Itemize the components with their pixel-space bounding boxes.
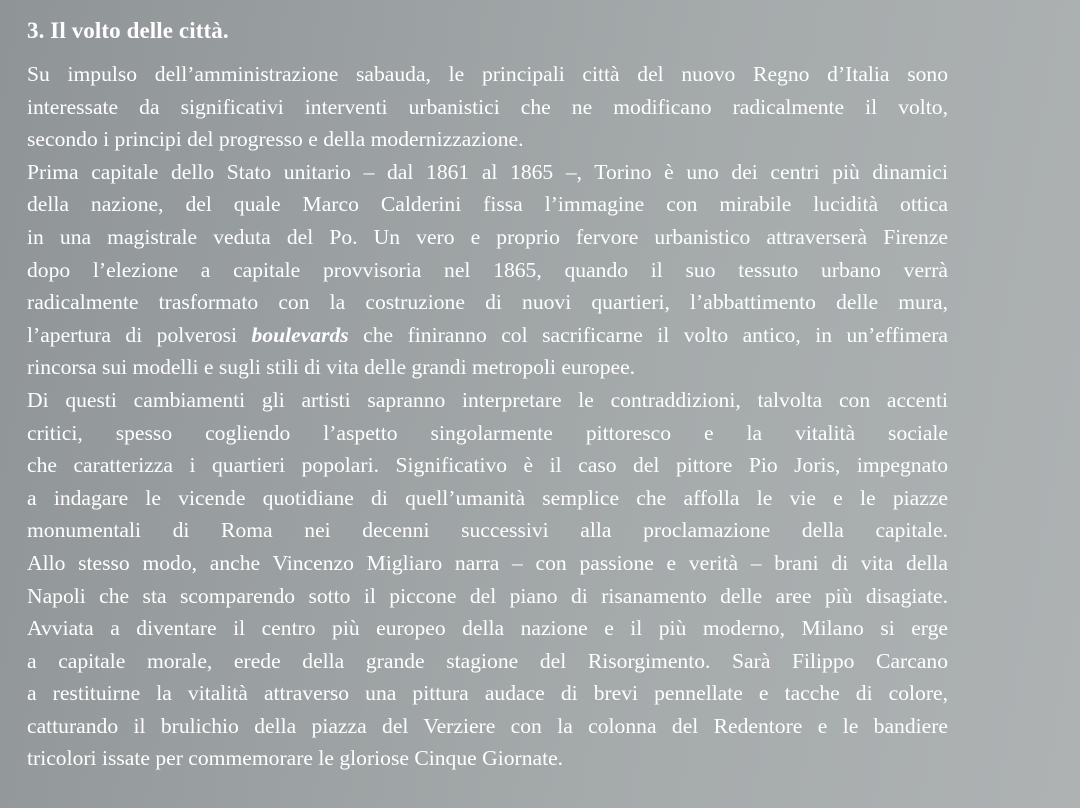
text-line: dopo l’elezione a capitale provvisoria nel 1865, quando il suo tessuto urbano verrà bbox=[27, 257, 948, 282]
text-line: Avviata a diventare il centro più europeo della nazione e il più moderno, Milano si erge bbox=[27, 616, 948, 641]
text-line: che caratterizza i quartieri popolari. Significativo è il caso del pittore Pio Joris, impegnato bbox=[27, 453, 948, 478]
text-line: tricolori issate per commemorare le gloriose Cinque Giornate. bbox=[27, 746, 564, 771]
paragraph-roma bbox=[27, 384, 948, 547]
text-fragment: l’apertura di polverosi bbox=[27, 322, 252, 347]
text-line: a restituirne la vitalità attraverso una pittura audace di brevi pennellate e tacche di colore, bbox=[27, 681, 948, 706]
text-line: Di questi cambiamenti gli artisti sapranno interpretare le contraddizioni, talvolta con accenti bbox=[27, 387, 948, 412]
text-line: della nazione, del quale Marco Calderini fissa l’immagine con mirabile lucidità ottica bbox=[27, 192, 948, 217]
emphasis-word: boulevards bbox=[251, 322, 349, 347]
text-line-with-emphasis bbox=[27, 319, 948, 352]
paragraph-intro bbox=[27, 58, 948, 156]
text-line: rincorsa sui modelli e sugli stili di vita delle grandi metropoli europee. bbox=[27, 355, 636, 380]
text-line: Prima capitale dello Stato unitario – dal 1861 al 1865 –, Torino è uno dei centri più dinamici bbox=[27, 159, 948, 184]
text-fragment: che finiranno col sacrificarne il volto antico, in un’effimera bbox=[348, 322, 949, 347]
text-line: a capitale morale, erede della grande stagione del Risorgimento. Sarà Filippo Carcano bbox=[27, 648, 948, 673]
text-line: interessate da significativi interventi urbanistici che ne modificano radicalmente il volto, bbox=[27, 94, 948, 119]
panel-text bbox=[27, 58, 948, 775]
text-line: secondo i principi del progresso e della modernizzazione. bbox=[27, 127, 524, 152]
paragraph-milano bbox=[27, 612, 948, 775]
text-line: a indagare le vicende quotidiane di quell’umanità semplice che affolla le vie e le piazze bbox=[27, 485, 948, 510]
text-line: Napoli che sta scomparendo sotto il piccone del piano di risanamento delle aree più disagiate. bbox=[27, 583, 948, 608]
text-line: radicalmente trasformato con la costruzione di nuovi quartieri, l’abbattimento delle mura, bbox=[27, 290, 948, 315]
section-heading: 3. Il volto delle città. bbox=[27, 18, 229, 43]
text-line: monumentali di Roma nei decenni successivi alla proclamazione della capitale. bbox=[27, 518, 948, 543]
paragraph-torino-firenze bbox=[27, 156, 948, 384]
text-line: critici, spesso cogliendo l’aspetto singolarmente pittoresco e la vitalità sociale bbox=[27, 420, 948, 445]
text-line: in una magistrale veduta del Po. Un vero e proprio fervore urbanistico attraverserà Firenze bbox=[27, 224, 948, 249]
text-line: catturando il brulichio della piazza del Verziere con la colonna del Redentore e le bandiere bbox=[27, 713, 948, 738]
paragraph-napoli bbox=[27, 547, 948, 612]
text-line: Su impulso dell’amministrazione sabauda, le principali città del nuovo Regno d’Italia sono bbox=[27, 62, 948, 86]
text-line: Allo stesso modo, anche Vincenzo Migliaro narra – con passione e verità – brani di vita della bbox=[27, 550, 948, 575]
